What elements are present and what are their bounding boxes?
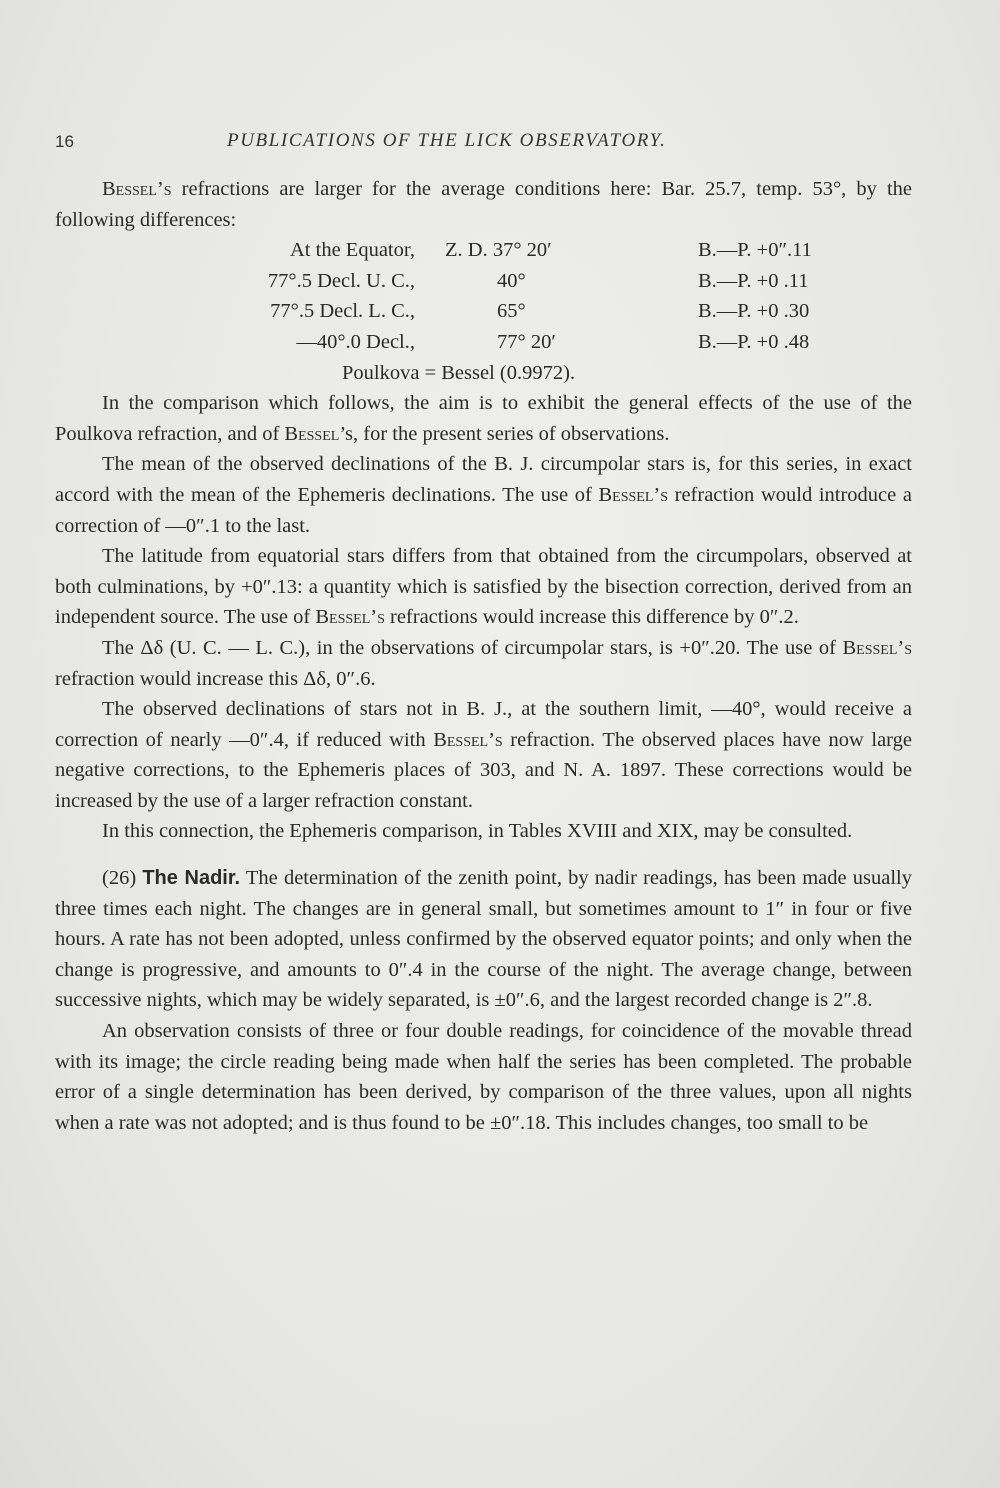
paragraph-text: refractions would increase this difference by 0″.2. bbox=[384, 606, 799, 629]
zenith-distance-cell: 40° bbox=[497, 269, 526, 292]
section-title: The Nadir. bbox=[142, 867, 241, 890]
differences-table bbox=[215, 235, 812, 357]
refraction-note: Poulkova = Bessel (0.9972). bbox=[342, 361, 576, 384]
table-row bbox=[215, 266, 812, 297]
body-text bbox=[55, 174, 912, 1138]
table-row bbox=[215, 235, 812, 266]
paragraph-text: refraction would increase this Δδ, 0″.6. bbox=[55, 667, 376, 690]
paragraph-text: The determination of the zenith point, by nadir readings, has been made usually three times each night. The changes are in general small, but sometimes amount to 1″ in four or five hours. A rate has not been adopted, unless confirmed by the observed equator points; and only when the change is progressive, and amounts to 0″.4 in the course of the night. The average change, between successive nights, which may be widely separated, is ±0″.6, and the largest recorded change is 2″.8. bbox=[55, 867, 912, 1012]
page-number: 16 bbox=[55, 132, 74, 151]
paragraph-text: The latitude from equatorial stars differs from that obtained from the circumpolars, observed at both culminations, by +0″.13: a quantity which is satisfied by the bisection correction, derived from an independent source. The use of bbox=[55, 545, 912, 629]
difference-cell: B.—P. +0 .30 bbox=[698, 300, 810, 323]
paragraph-text: In the comparison which follows, the aim is to exhibit the general effects of the use of the Poulkova refraction, and of bbox=[55, 392, 912, 445]
paragraph: An observation consists of three or four double readings, for coincidence of the movable thread with its image; the circle reading being made when half the series has been completed. The probable error of a single determination has been derived, by comparison of the three values, upon all nights when a rate was not adopted; and is thus found to be ±0″.18. This includes changes, too small to be bbox=[55, 1020, 912, 1134]
zenith-distance-cell: 77° 20′ bbox=[497, 330, 556, 353]
paragraph bbox=[55, 449, 912, 541]
section-number: (26) bbox=[102, 867, 137, 890]
location-cell: At the Equator, bbox=[290, 239, 415, 262]
differences-table-block bbox=[55, 235, 912, 357]
paragraph-text: The observed declinations of stars not in B. J., at the southern limit, —40°, would receive a correction of nearly —0″.4, if reduced with bbox=[55, 698, 912, 751]
location-cell: 77°.5 Decl. L. C., bbox=[270, 300, 415, 323]
paragraph-text: The mean of the observed declinations of the B. J. circumpolar stars is, for this series, in exact accord with the mean of the Ephemeris declinations. The use of bbox=[55, 453, 912, 506]
bessel-name: Bessel’s bbox=[315, 606, 385, 629]
bessel-name: Bessel’s bbox=[433, 728, 503, 751]
paragraph bbox=[55, 541, 912, 633]
bessel-name: Bessel’s bbox=[842, 636, 912, 659]
bessel-possessive: ’s bbox=[156, 178, 172, 200]
table-row bbox=[215, 296, 812, 327]
paragraph-text: refraction. The observed places have now large negative corrections, to the Ephemeris places of 303, and N. A. 1897. These corrections would be increased by the use of a larger refraction constant. bbox=[55, 728, 912, 812]
difference-cell: B.—P. +0 .48 bbox=[698, 330, 810, 353]
paragraph-text: ’s, for the present series of observations. bbox=[339, 422, 670, 445]
nadir-paragraph bbox=[55, 863, 912, 1016]
zenith-distance-cell: Z. D. 37° 20′ bbox=[445, 239, 552, 262]
zenith-distance-cell: 65° bbox=[497, 300, 526, 323]
intro-paragraph bbox=[55, 174, 912, 235]
table-row bbox=[215, 327, 812, 358]
section-gap bbox=[55, 847, 912, 863]
paragraph bbox=[55, 388, 912, 449]
intro-text: refractions are larger for the average conditions here: Bar. 25.7, temp. 53°, by the following differences: bbox=[55, 178, 912, 231]
bessel-name: Bessel bbox=[284, 422, 340, 445]
location-cell: —40°.0 Decl., bbox=[296, 330, 415, 353]
difference-cell: B.—P. +0″.11 bbox=[698, 239, 812, 262]
page-header bbox=[55, 128, 915, 158]
paragraph bbox=[55, 633, 912, 694]
paragraph-text: refraction would introduce a correction of —0″.1 to the last. bbox=[55, 483, 912, 537]
bessel-name: Bessel’s bbox=[598, 483, 668, 506]
paragraph: In this connection, the Ephemeris comparison, in Tables XVIII and XIX, may be consulted. bbox=[102, 820, 853, 843]
difference-cell: B.—P. +0 .11 bbox=[698, 269, 809, 292]
running-head: PUBLICATIONS OF THE LICK OBSERVATORY. bbox=[227, 130, 667, 151]
paragraph bbox=[55, 694, 912, 816]
location-cell: 77°.5 Decl. U. C., bbox=[267, 269, 415, 292]
bessel-name: Bessel bbox=[102, 178, 157, 200]
paragraph-text: The Δδ (U. C. — L. C.), in the observations of circumpolar stars, is +0″.20. The use of bbox=[102, 636, 843, 659]
